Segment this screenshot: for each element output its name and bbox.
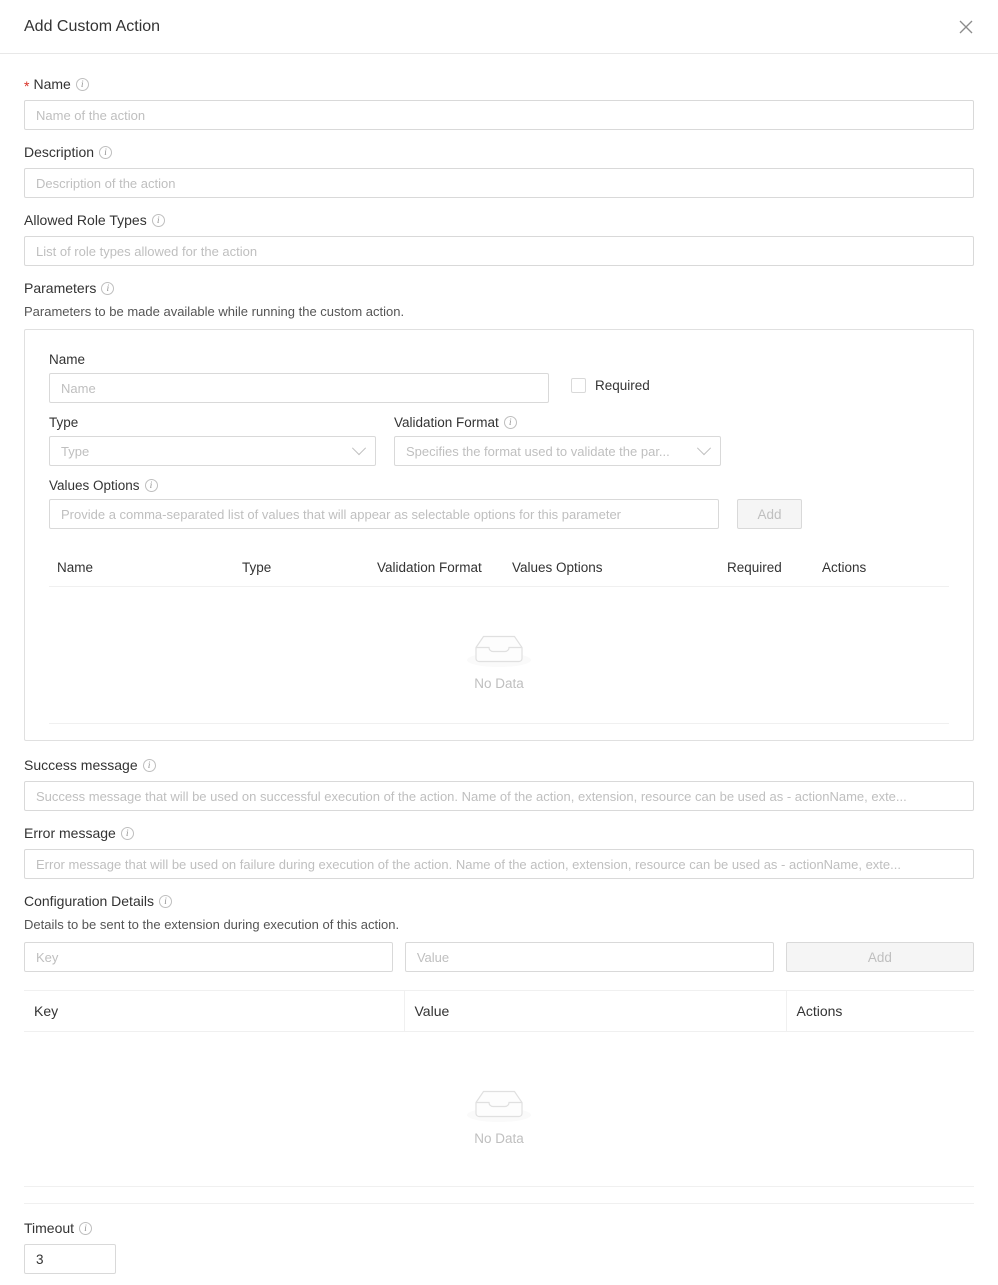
type-label <box>49 415 376 430</box>
type-select[interactable] <box>49 436 376 466</box>
configuration-empty-text: No Data <box>474 1131 524 1146</box>
column-header-actions: Actions <box>786 991 974 1032</box>
error-message-label-text: Error message <box>24 825 116 841</box>
column-header-values-options: Values Options <box>504 549 719 587</box>
parameter-name-label <box>49 352 949 367</box>
type-field <box>49 415 376 466</box>
info-icon[interactable]: i <box>145 479 158 492</box>
parameters-label-text: Parameters <box>24 280 97 296</box>
configuration-entry-row <box>24 942 974 972</box>
info-icon[interactable]: i <box>79 1222 92 1235</box>
dialog-body <box>0 54 998 1274</box>
configuration-details-label <box>24 891 974 911</box>
timeout-label <box>24 1218 974 1238</box>
configuration-table-empty-row <box>24 1032 974 1187</box>
parameters-empty-state <box>49 587 949 724</box>
config-value-input[interactable] <box>405 942 774 972</box>
configuration-details-label-text: Configuration Details <box>24 893 154 909</box>
configuration-details-helper: Details to be sent to the extension during execution of this action. <box>24 917 400 932</box>
config-key-input[interactable] <box>24 942 393 972</box>
chevron-down-icon <box>352 441 366 455</box>
info-icon[interactable]: i <box>99 146 112 159</box>
parameters-label <box>24 278 974 298</box>
info-icon[interactable]: i <box>504 416 517 429</box>
values-options-input[interactable] <box>49 499 719 529</box>
info-icon[interactable]: i <box>152 214 165 227</box>
name-input[interactable] <box>24 100 974 130</box>
required-marker: * <box>24 78 30 94</box>
column-header-key: Key <box>24 991 404 1032</box>
configuration-empty-state <box>24 1032 974 1187</box>
parameter-required-checkbox[interactable] <box>571 378 650 393</box>
success-message-input[interactable] <box>24 781 974 811</box>
column-header-name: Name <box>49 549 234 587</box>
description-label-text: Description <box>24 144 95 160</box>
error-message-label <box>24 823 974 843</box>
allowed-role-types-label <box>24 210 974 230</box>
info-icon[interactable]: i <box>143 759 156 772</box>
error-message-input[interactable] <box>24 849 974 879</box>
add-configuration-button[interactable]: Add <box>786 942 974 972</box>
info-icon[interactable]: i <box>76 78 89 91</box>
chevron-down-icon <box>697 441 711 455</box>
success-message-label-text: Success message <box>24 757 138 773</box>
validation-format-select[interactable] <box>394 436 721 466</box>
column-header-required: Required <box>719 549 814 587</box>
parameter-name-label-text: Name <box>49 352 86 367</box>
values-options-label-text: Values Options <box>49 478 140 493</box>
parameter-name-row <box>49 373 949 403</box>
values-options-row <box>49 499 949 529</box>
parameters-panel <box>24 329 974 741</box>
add-parameter-button[interactable]: Add <box>737 499 802 529</box>
column-header-validation-format: Validation Format <box>369 549 504 587</box>
close-icon[interactable] <box>954 15 978 39</box>
validation-format-field <box>394 415 721 466</box>
validation-format-label-text: Validation Format <box>394 415 499 430</box>
type-select-value: Type <box>61 443 90 459</box>
type-validation-row <box>49 415 949 466</box>
configuration-table <box>24 990 974 1187</box>
column-header-actions: Actions <box>814 549 949 587</box>
section-divider <box>24 1203 974 1204</box>
parameters-empty-text: No Data <box>474 676 524 691</box>
values-options-label <box>49 478 949 493</box>
name-label-text: Name <box>33 76 71 92</box>
column-header-value: Value <box>404 991 786 1032</box>
parameters-table <box>49 549 949 724</box>
configuration-table-header-row <box>24 991 974 1032</box>
allowed-role-types-input[interactable] <box>24 236 974 266</box>
info-icon[interactable]: i <box>159 895 172 908</box>
description-label <box>24 142 974 162</box>
parameter-required-label: Required <box>595 378 650 393</box>
timeout-label-text: Timeout <box>24 1220 75 1236</box>
timeout-input[interactable] <box>24 1244 116 1274</box>
info-icon[interactable]: i <box>101 282 114 295</box>
description-input[interactable] <box>24 168 974 198</box>
info-icon[interactable]: i <box>121 827 134 840</box>
type-label-text: Type <box>49 415 79 430</box>
validation-format-label <box>394 415 721 430</box>
parameters-table-header-row <box>49 549 949 587</box>
success-message-label <box>24 755 974 775</box>
column-header-type: Type <box>234 549 369 587</box>
parameters-table-empty-row <box>49 587 949 724</box>
name-label <box>24 74 974 94</box>
dialog-title: Add Custom Action <box>24 17 161 35</box>
parameters-helper: Parameters to be made available while running the custom action. <box>24 304 405 319</box>
parameter-name-input[interactable] <box>49 373 549 403</box>
empty-inbox-icon <box>467 627 531 668</box>
checkbox-box[interactable] <box>571 378 586 393</box>
empty-inbox-icon <box>467 1082 531 1123</box>
validation-format-select-value: Specifies the format used to validate the par... <box>406 443 670 459</box>
allowed-role-types-label-text: Allowed Role Types <box>24 212 147 228</box>
dialog-header <box>0 0 998 54</box>
